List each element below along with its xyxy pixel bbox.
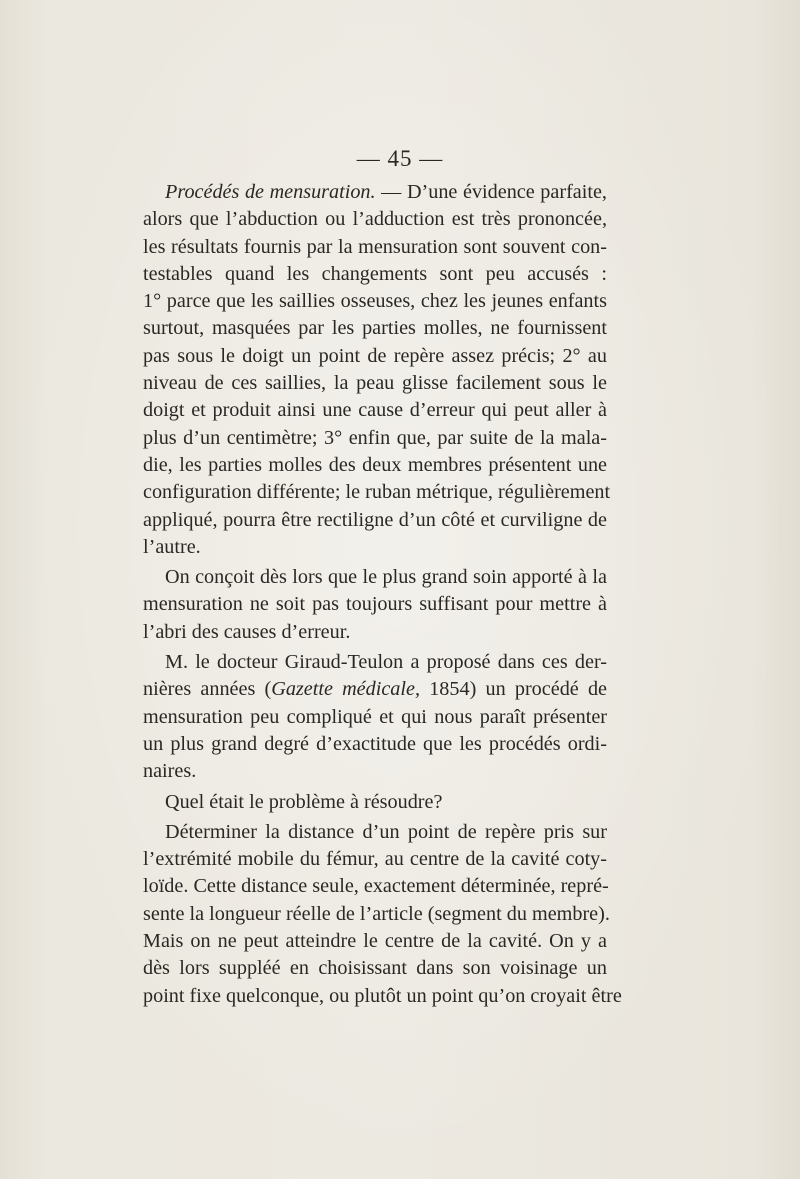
text-line: mensuration peu compliqué et qui nous paraît présenter <box>143 705 607 728</box>
text-line: sente la longueur réelle de l’article (segment du membre). <box>143 902 610 925</box>
text-line: l’extrémité mobile du fémur, au centre de la cavité coty- <box>143 848 607 871</box>
text-line: plus d’un centimètre; 3° enfin que, par suite de la mala- <box>143 426 607 449</box>
paragraph <box>143 179 611 561</box>
text-line: naires. <box>143 760 197 783</box>
text-line: On conçoit dès lors que le plus grand soin apporté à la <box>165 566 607 589</box>
paragraph <box>143 819 622 1010</box>
text-line: 1° parce que les saillies osseuses, chez les jeunes enfants <box>143 290 607 313</box>
text-line: doigt et produit ainsi une cause d’erreur qui peut aller à <box>143 399 607 422</box>
text-line: les résultats fournis par la mensuration sont souvent con- <box>143 235 607 258</box>
citation-title: Gazette médicale, <box>271 678 421 701</box>
text-line: loïde. Cette distance seule, exactement déterminée, repré- <box>143 875 609 898</box>
text-line: point fixe quelconque, ou plutôt un point qu’on croyait être <box>143 984 622 1007</box>
text-line: die, les parties molles des deux membres présentent une <box>143 453 607 476</box>
text-line: Procédés de mensuration. — D’une évidence parfaite, <box>165 181 607 203</box>
text-line: pas sous le doigt un point de repère assez précis; 2° au <box>143 344 607 367</box>
text-line: configuration différente; le ruban métrique, régulièrement <box>143 481 611 504</box>
body-text <box>143 179 622 1013</box>
paragraph <box>143 789 607 816</box>
section-heading: Procédés de mensuration. <box>165 181 376 203</box>
text-line: l’abri des causes d’erreur. <box>143 620 351 643</box>
text-line: surtout, masquées par les parties molles, ne fournissent <box>143 317 607 340</box>
paragraph <box>143 649 607 785</box>
paragraph <box>143 564 607 646</box>
text-line: mensuration ne soit pas toujours suffisant pour mettre à <box>143 593 607 616</box>
text-line: Déterminer la distance d’un point de repère pris sur <box>165 820 607 843</box>
text-line: M. le docteur Giraud-Teulon a proposé dans ces der- <box>165 651 607 674</box>
text-line: testables quand les changements sont peu accusés : <box>143 262 607 285</box>
text-line: Mais on ne peut atteindre le centre de la cavité. On y a <box>143 930 607 953</box>
text-line: un plus grand degré d’exactitude que les procédés ordi- <box>143 732 607 755</box>
text-line: nières années (Gazette médicale, 1854) un procédé de <box>143 678 607 701</box>
text-line: Quel était le problème à résoudre? <box>165 790 443 813</box>
text-line: appliqué, pourra être rectiligne d’un côté et curviligne de <box>143 508 607 531</box>
page-number: — 45 — <box>356 146 444 171</box>
text-line: alors que l’abduction ou l’adduction est très prononcée, <box>143 208 607 231</box>
text-line: niveau de ces saillies, la peau glisse facilement sous le <box>143 372 607 395</box>
text-line: l’autre. <box>143 535 201 558</box>
text-line: dès lors suppléé en choisissant dans son voisinage un <box>143 957 607 980</box>
